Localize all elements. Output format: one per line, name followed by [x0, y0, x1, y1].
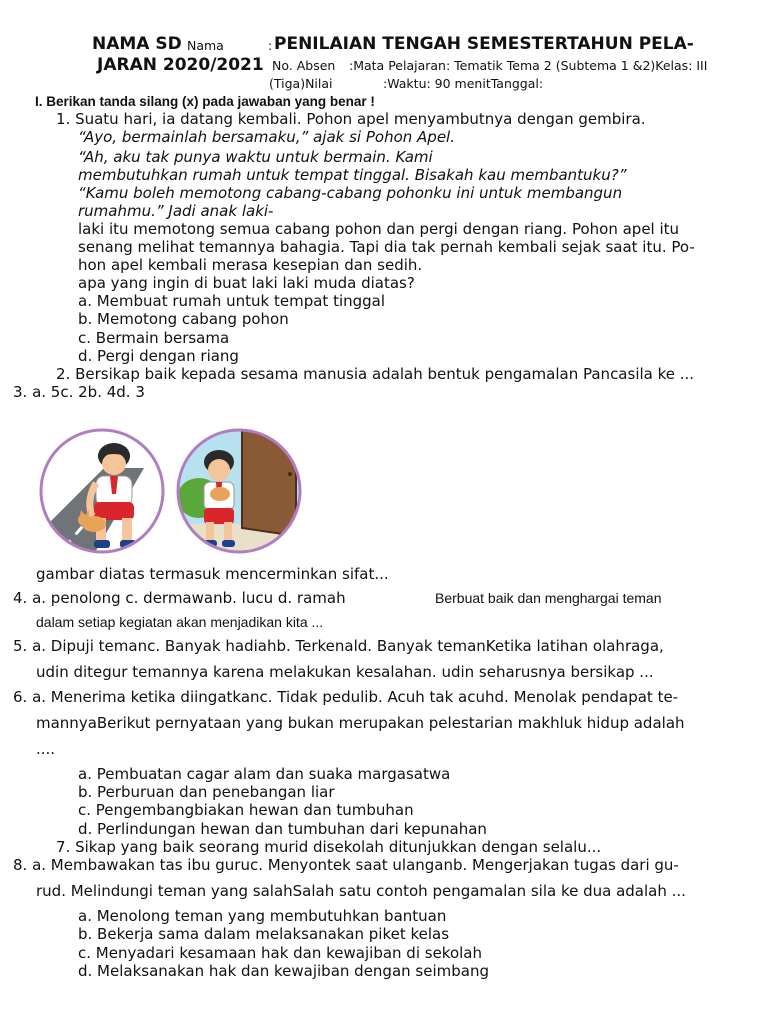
colon-label: :	[268, 38, 273, 53]
q1-option-b[interactable]: b. Memotong cabang pohon	[78, 310, 289, 328]
question-7: 7. Sikap yang baik seorang murid disekolah ditunjukkan dengan selalu...	[56, 838, 602, 856]
q9-option-d[interactable]: d. Melaksanakan hak dan kewajiban dengan seimbang	[78, 962, 489, 980]
question-8-options[interactable]: 8. a. Membawakan tas ibu guruc. Menyontek saat ulanganb. Mengerjakan tugas dari gu-	[13, 856, 679, 874]
question-3-illustration	[34, 428, 306, 554]
question-5-stem-start: Berbuat baik dan menghargai teman	[435, 590, 662, 606]
q1-line: membutuhkan rumah untuk tempat tinggal. Bisakah kau membantuku?”	[78, 166, 627, 184]
absen-label: No. Absen	[272, 58, 336, 73]
q1-option-d[interactable]: d. Pergi dengan riang	[78, 347, 239, 365]
school-name: NAMA SD	[92, 34, 182, 54]
exam-title: PENILAIAN TENGAH SEMESTERTAHUN PELA-	[274, 34, 694, 54]
q1-line: rumahmu.” Jadi anak laki-	[78, 202, 274, 220]
boy-holding-cat-illustration	[174, 428, 306, 554]
q7-option-b[interactable]: b. Perburuan dan penebangan liar	[78, 783, 335, 801]
q1-line: “Ah, aku tak punya waktu untuk bermain. Kami	[78, 148, 433, 166]
q1-line: 1. Suatu hari, ia datang kembali. Pohon apel menyambutnya dengan gembira.	[56, 110, 646, 128]
subject-info: :Mata Pelajaran: Tematik Tema 2 (Subtema 1 &2)Kelas: III	[349, 58, 708, 73]
question-3-options[interactable]: 3. a. 5c. 2b. 4d. 3	[13, 383, 145, 401]
question-7-stem-ellipsis: ....	[36, 740, 56, 758]
q7-option-d[interactable]: d. Perlindungan hewan dan tumbuhan dari kepunahan	[78, 820, 487, 838]
q9-option-c[interactable]: c. Menyadari kesamaan hak dan kewajiban di sekolah	[78, 944, 483, 962]
exam-year: JARAN 2020/2021	[97, 55, 264, 75]
question-5-options[interactable]: 5. a. Dipuji temanc. Banyak hadiahb. Terkenald. Banyak temanKetika latihan olahraga,	[13, 637, 664, 655]
q1-line: apa yang ingin di buat laki laki muda diatas?	[78, 274, 415, 292]
q1-option-c[interactable]: c. Bermain bersama	[78, 329, 230, 347]
name-label: Nama	[187, 38, 224, 53]
q1-line: hon apel kembali merasa kesepian dan sedih.	[78, 256, 423, 274]
q1-line: senang melihat temannya bahagia. Tapi dia tak pernah kembali sejak saat itu. Po-	[78, 238, 695, 256]
q1-line: “Ayo, bermainlah bersamaku,” ajak si Pohon Apel.	[78, 128, 455, 146]
q1-line: “Kamu boleh memotong cabang-cabang pohonku ini untuk membangun	[78, 184, 623, 202]
question-4-options[interactable]: 4. a. penolong c. dermawanb. lucu d. ramah	[13, 589, 346, 607]
question-5-stem-end: dalam setiap kegiatan akan menjadikan kita ...	[36, 614, 324, 630]
section-instruction: I. Berikan tanda silang (x) pada jawaban yang benar !	[35, 94, 375, 109]
question-6-options[interactable]: 6. a. Menerima ketika diingatkanc. Tidak pedulib. Acuh tak acuhd. Menolak pendapat te-	[13, 688, 679, 706]
class-grade-label: (Tiga)Nilai	[269, 76, 333, 91]
q9-option-a[interactable]: a. Menolong teman yang membutuhkan bantuan	[78, 907, 447, 925]
q7-option-c[interactable]: c. Pengembangbiakan hewan dan tumbuhan	[78, 801, 414, 819]
q7-option-a[interactable]: a. Pembuatan cagar alam dan suaka margasatwa	[78, 765, 451, 783]
header-block	[0, 0, 768, 95]
question-9-stem: rud. Melindungi teman yang salahSalah satu contoh pengamalan sila ke dua adalah ...	[36, 882, 686, 900]
time-date-label: :Waktu: 90 menitTanggal:	[383, 76, 544, 91]
q1-line: laki itu memotong semua cabang pohon dan pergi dengan riang. Pohon apel itu	[78, 220, 680, 238]
boy-helping-cat-illustration	[34, 430, 163, 554]
question-2: 2. Bersikap baik kepada sesama manusia adalah bentuk pengamalan Pancasila ke ...	[56, 365, 695, 383]
q1-option-a[interactable]: a. Membuat rumah untuk tempat tinggal	[78, 292, 386, 310]
question-3-stem: gambar diatas termasuk mencerminkan sifat...	[36, 565, 389, 583]
question-7-stem: mannyaBerikut pernyataan yang bukan merupakan pelestarian makhluk hidup adalah	[36, 714, 685, 732]
question-6-stem: udin ditegur temannya karena melakukan kesalahan. udin seharusnya bersikap ...	[36, 663, 654, 681]
q9-option-b[interactable]: b. Bekerja sama dalam melaksanakan piket kelas	[78, 925, 450, 943]
